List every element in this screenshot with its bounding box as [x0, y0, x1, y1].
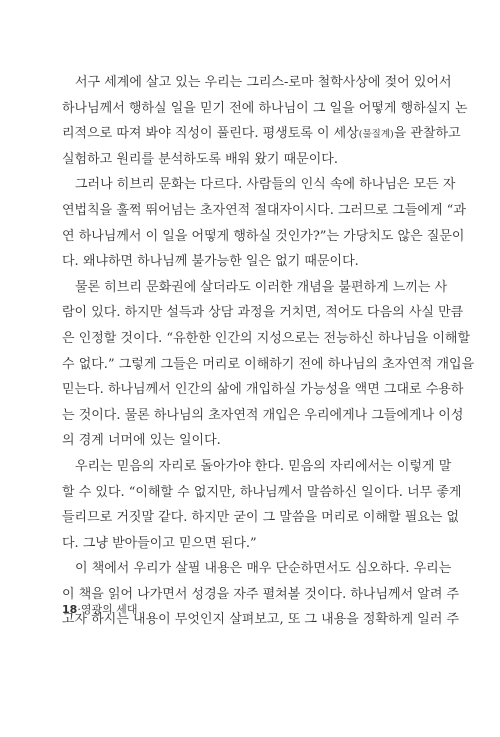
text-line: [62, 121, 461, 147]
text-segment: 을 관찰하고: [393, 126, 461, 142]
text-line: 고자 하시는 내용이 무엇인지 살펴보고, 또 그 내용을 정확하게 일러 주: [62, 612, 460, 628]
page-number: 18: [62, 603, 78, 616]
text-line: 의 경계 너머에 있는 일이다.: [62, 433, 221, 449]
text-line: 서구 세계에 살고 있는 우리는 그리스-로마 철학사상에 젖어 있어서: [75, 75, 452, 90]
paragraph: [62, 275, 475, 454]
book-title: 영광의 세대: [80, 603, 138, 616]
footer-separator: ·: [77, 603, 81, 616]
parenthetical-note: (물질계): [358, 129, 394, 141]
text-line: 이 책을 읽어 나가면서 성경을 자주 펼쳐볼 것이다. 하나님께서 알려 주: [62, 586, 460, 602]
text-line: 이 책에서 우리가 살필 내용은 매우 단순하면서도 심오하다. 우리는: [75, 561, 452, 577]
text-line: 연법칙을 훌쩍 뛰어넘는 초자연적 절대자이시다. 그러므로 그들에게 “과: [62, 202, 466, 218]
text-line: 연 하나님께서 이 일을 어떻게 행하실 것인가?”는 가당치도 않은 질문이: [62, 228, 465, 244]
paragraph: [62, 70, 468, 172]
text-line: 물론 히브리 문화권에 살더라도 이러한 개념을 불편하게 느끼는 사: [75, 279, 448, 295]
text-line: 람이 있다. 하지만 설득과 상담 과정을 거치면, 적어도 다음의 사실 만큼: [62, 305, 464, 321]
text-line: 믿는다. 하나님께서 인간의 삶에 개입하실 가능성을 액면 그대로 수용하: [62, 382, 464, 398]
text-line: 우리는 믿음의 자리로 돌아가야 한다. 믿음의 자리에서는 이렇게 말: [75, 458, 452, 474]
text-line: 수 없다.” 그렇게 그들은 머리로 이해하기 전에 하나님의 초자연적 개입을: [62, 356, 475, 372]
page-footer: [62, 601, 137, 617]
paragraph: [62, 556, 460, 633]
body-text: [62, 70, 475, 633]
text-line: 실험하고 원리를 분석하도록 배워 왔기 때문이다.: [62, 151, 338, 167]
paragraph: [62, 454, 462, 556]
text-line: 은 인정할 것이다. “유한한 인간의 지성으로는 전능하신 하나님을 이해할: [62, 330, 471, 346]
text-line: 들리므로 거짓말 같다. 하지만 굳이 그 말씀을 머리로 이해할 필요는 없: [62, 510, 460, 526]
text-line: 하나님께서 행하실 일을 믿기 전에 하나님이 그 일을 어떻게 행하실지 논: [62, 100, 468, 116]
text-line: 그러나 히브리 문화는 다르다. 사람들의 인식 속에 하나님은 모든 자: [75, 177, 456, 193]
text-segment: 리적으로 따져 봐야 직성이 풀린다. 평생토록 이 세상: [62, 126, 359, 142]
paragraph: [62, 172, 466, 274]
text-line: 할 수 있다. “이해할 수 없지만, 하나님께서 말씀하신 일이다. 너무 좋게: [62, 484, 462, 500]
text-line: 다. 그냥 받아들이고 믿으면 된다.”: [62, 535, 257, 551]
text-line: 다. 왜냐하면 하나님께 불가능한 일은 없기 때문이다.: [62, 254, 359, 270]
text-line: 는 것이다. 물론 하나님의 초자연적 개입은 우리에게나 그들에게나 이성: [62, 407, 464, 423]
